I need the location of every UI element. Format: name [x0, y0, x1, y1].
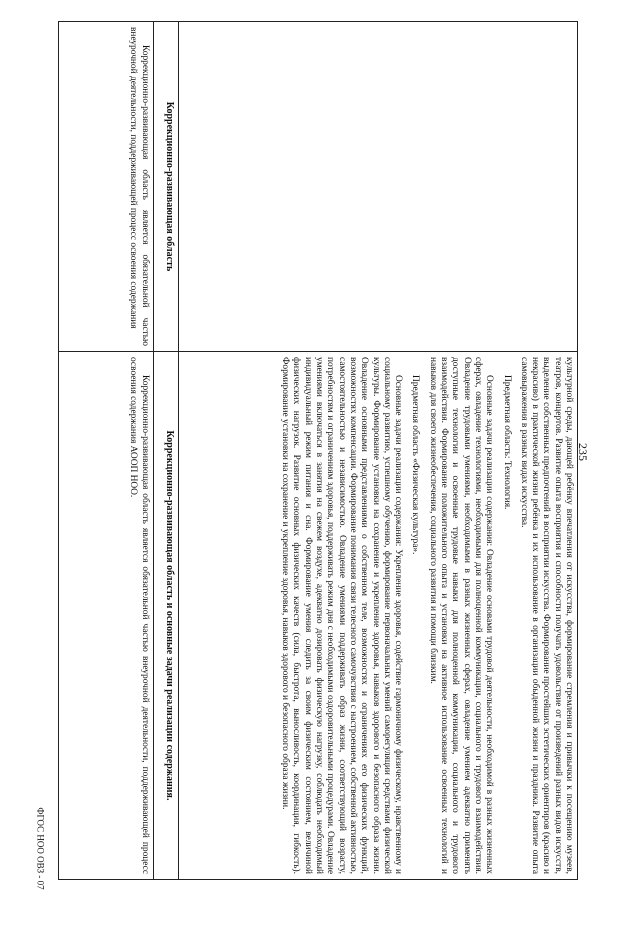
table-row: [178, 22, 577, 880]
right-cell-subjects: [178, 352, 577, 880]
subject-title-physical: Предметная область «Физическая культура».: [410, 375, 421, 555]
section-heading-left-cell: [153, 22, 178, 352]
section-heading-left: Коррекционно-развивающая область: [163, 101, 175, 272]
paragraph-correction-left: Коррекционно-развивающая область является обязательной частью внеурочной деятельности, поддерживающей процесс освоения содержания: [128, 27, 150, 346]
left-cell-empty: [178, 22, 577, 352]
footer-label: ФГОС НОО ОВЗ - 07: [35, 807, 46, 890]
page-frame: [58, 21, 578, 879]
paragraph-art: культурной среды, дающей ребёнку впечатления от искусства, формирование стремления и привычки к посещению музеев, театров, концертов. Развитие опыта восприятия и способности получать удовольствие от произведений разных видов искусств, выделение собственных предпочтений в восприятии искусства. Формирование простейших эстетических ориентиров (красиво и некрасиво) в практической жизни ребёнка и их использование в организации обыденной жизни и праздника. Развитие опыта самовыражения в разных видах искусства.: [518, 357, 574, 874]
content-table: [58, 21, 578, 880]
table-row-section: [153, 22, 178, 880]
section-heading-right-cell: [153, 352, 178, 880]
table-row: [59, 22, 154, 880]
right-cell-correction: [59, 352, 154, 880]
paragraph-technology: Основные задачи реализации содержания: Овладение основами трудовой деятельности, необходимой в разных жизненных сферах, овладение технологиями, необходимыми для полноценной коммуникации, социального и трудового взаимодействия. Овладение трудовыми умениями, необходимыми в разных жизненных сферах, овладение умением адекватно применять доступные технологии и освоенные трудовые навыки для полноценной коммуникации, социального и трудового взаимодействия. Формирование положительного опыта и установки на активное использование освоенных технологий и навыков для своего жизнеобеспечения, социального развития и помощи близким.: [427, 357, 495, 874]
left-cell-correction: [59, 22, 154, 352]
paragraph-correction-right: Коррекционно-развивающая область является обязательной частью внеурочной деятельности, поддерживающей процесс освоения содержания АООП НОО.: [128, 357, 150, 874]
rotated-content: [58, 21, 578, 879]
paragraph-physical: Основные задачи реализации содержания: Укрепление здоровья, содействие гармоничному физическому, нравственному и социальному развитию, успешному обучению, формирование первоначальных умений саморегуляции средствами физической культуры. Формирование установки на сохранение и укрепление здоровья, навыков здорового и безопасного образа жизни. Овладение основными представлениями о собственном теле, возможностях и ограничениях его физических функций, возможностях компенсации. Формирование понимания связи телесного самочувствия с настроением, собственной активностью, самостоятельностью и независимостью. Овладение умениями поддерживать образ жизни, соответствующий возрасту, потребностям и ограничениям здоровья, поддерживать режим дня с необходимыми оздоровительными процедурами. Овладение умениями включаться в занятия на свежем воздухе, адекватно дозировать физическую нагрузку, соблюдать необходимый индивидуальный режим питания и сна. Формирование умения следить за своим физическим состоянием, величиной физических нагрузок. Развитие основных физических качеств (сила, быстрота, выносливость, координация, гибкость). Формирование установки на сохранение и укрепление здоровья, навыков здорового и безопасного образа жизни.: [280, 357, 404, 874]
section-heading-right: Коррекционно-развивающая область и основные задачи реализации содержания.: [163, 430, 175, 801]
page-number: 235: [576, 443, 590, 461]
subject-title-technology: Предметная область: Технология.: [501, 375, 512, 510]
